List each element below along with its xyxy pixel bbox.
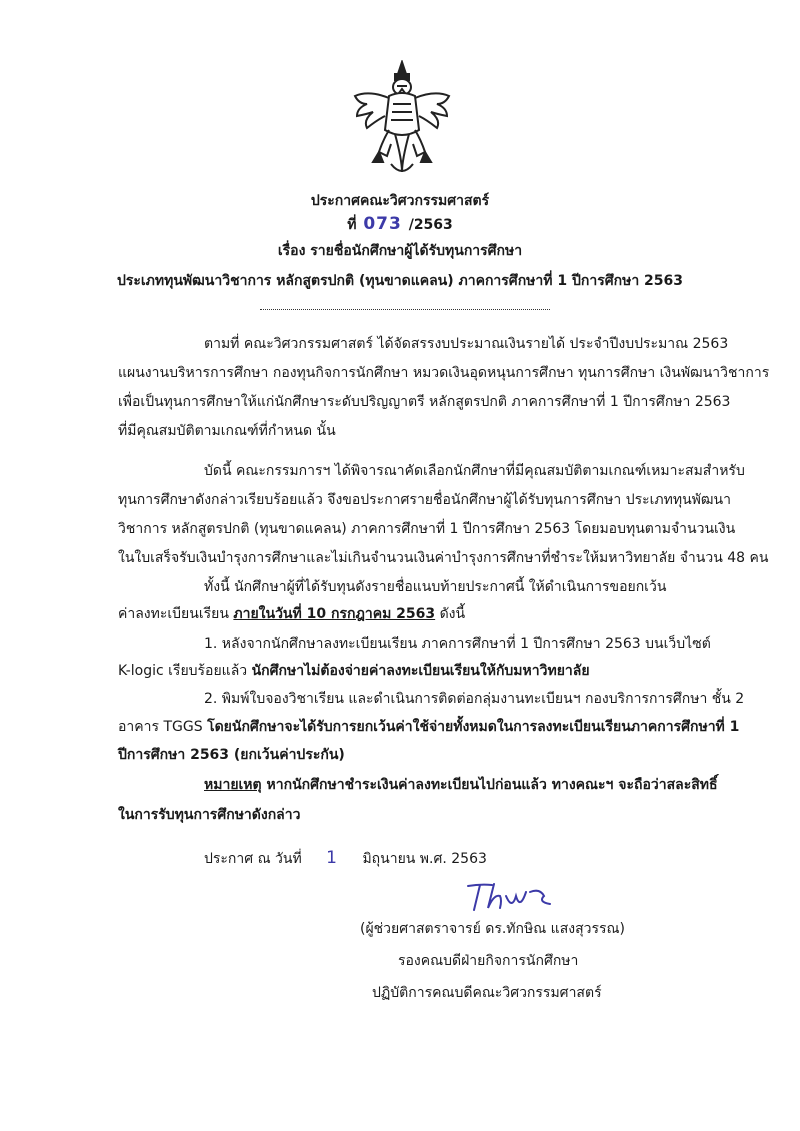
p2-line-4: ในใบเสร็จรับเงินบำรุงการศึกษาและไม่เกินจำนวนเงินค่าบำรุงการศึกษาที่ชำระให้มหาวิทยาลัย จำนวน 48 คน	[118, 550, 769, 566]
item-2-line-2-a: อาคาร TGGS	[118, 719, 208, 735]
note-line-2: ในการรับทุนการศึกษาดังกล่าว	[118, 807, 301, 823]
announce-suffix: มิถุนายน พ.ศ. 2563	[362, 851, 487, 867]
p1-line-4: ที่มีคุณสมบัติตามเกณฑ์ที่กำหนด นั้น	[118, 423, 336, 439]
handwritten-signature-icon	[460, 880, 580, 914]
number-suffix: /2563	[408, 217, 453, 233]
item-1-line-1: 1. หลังจากนักศึกษาลงทะเบียนเรียน ภาคการศึกษาที่ 1 ปีการศึกษา 2563 บนเว็บไซต์	[204, 636, 711, 652]
p3-line-1: ทั้งนี้ นักศึกษาผู้ที่ได้รับทุนดังรายชื่อแนบท้ายประกาศนี้ ให้ดำเนินการขอยกเว้น	[204, 579, 667, 595]
signatory-position-2: ปฏิบัติการคณบดีคณะวิศวกรรมศาสตร์	[372, 985, 602, 1001]
subject-line: เรื่อง รายชื่อนักศึกษาผู้ได้รับทุนการศึกษา	[277, 243, 523, 259]
item-1-line-2-a: K-logic เรียบร้อยแล้ว	[118, 663, 252, 679]
announce-prefix: ประกาศ ณ วันที่	[204, 851, 302, 867]
item-1-line-2	[118, 660, 590, 682]
item-1-line-2-b: นักศึกษาไม่ต้องจ่ายค่าลงทะเบียนเรียนให้กับมหาวิทยาลัย	[251, 663, 590, 679]
p3-line-2	[118, 603, 465, 625]
item-2-line-2	[118, 716, 739, 738]
signatory-position-1: รองคณบดีฝ่ายกิจการนักศึกษา	[398, 953, 579, 969]
item-2-line-2-b: โดยนักศึกษาจะได้รับการยกเว้นค่าใช้จ่ายทั้งหมดในการลงทะเบียนเรียนภาคการศึกษาที่ 1	[207, 719, 740, 735]
p1-line-2: แผนงานบริหารการศึกษา กองทุนกิจการนักศึกษา หมวดเงินอุดหนุนการศึกษา ทุนการศึกษา เงินพัฒนาวิชาการ	[118, 365, 770, 381]
handwritten-number: 073	[363, 214, 402, 234]
announce-date	[204, 848, 487, 870]
p2-line-1: บัดนี้ คณะกรรมการฯ ได้พิจารณาคัดเลือกนักศึกษาที่มีคุณสมบัติตามเกณฑ์เหมาะสมสำหรับ	[204, 463, 745, 479]
p3-line-2-c: ดังนี้	[435, 606, 466, 622]
note-line-1	[204, 774, 718, 796]
announcement-title: ประกาศคณะวิศวกรรมศาสตร์	[310, 193, 490, 209]
note-text: หากนักศึกษาชำระเงินค่าลงทะเบียนไปก่อนแล้ว ทางคณะฯ จะถือว่าสละสิทธิ์	[261, 777, 718, 793]
garuda-emblem-icon	[349, 60, 455, 178]
handwritten-day: 1	[326, 848, 338, 868]
signatory-name: (ผู้ช่วยศาสตราจารย์ ดร.ทักษิณ แสงสุวรรณ)	[360, 921, 625, 937]
item-2-line-3: ปีการศึกษา 2563 (ยกเว้นค่าประกัน)	[118, 747, 345, 763]
number-prefix: ที่	[347, 217, 357, 233]
subject-line-2: ประเภททุนพัฒนาวิชาการ หลักสูตรปกติ (ทุนขาดแคลน) ภาคการศึกษาที่ 1 ปีการศึกษา 2563	[116, 273, 684, 289]
deadline-text: ภายในวันที่ 10 กรกฎาคม 2563	[233, 606, 436, 622]
note-label: หมายเหตุ	[204, 777, 262, 793]
p2-line-2: ทุนการศึกษาดังกล่าวเรียบร้อยแล้ว จึงขอประกาศรายชื่อนักศึกษาผู้ได้รับทุนการศึกษา ประเภททุนพัฒนา	[118, 492, 731, 508]
p1-line-1: ตามที่ คณะวิศวกรรมศาสตร์ ได้จัดสรรงบประมาณเงินรายได้ ประจำปีงบประมาณ 2563	[204, 336, 729, 352]
p2-line-3: วิชาการ หลักสูตรปกติ (ทุนขาดแคลน) ภาคการศึกษาที่ 1 ปีการศึกษา 2563 โดยมอบทุนตามจำนวนเงิน	[118, 521, 736, 537]
p3-line-2-a: ค่าลงทะเบียนเรียน	[118, 606, 234, 622]
dotted-divider	[260, 309, 550, 310]
p1-line-3: เพื่อเป็นทุนการศึกษาให้แก่นักศึกษาระดับปริญญาตรี หลักสูตรปกติ ภาคการศึกษาที่ 1 ปีการศึกษา 2563	[118, 394, 731, 410]
item-2-line-1: 2. พิมพ์ใบจองวิชาเรียน และดำเนินการติดต่อกลุ่มงานทะเบียนฯ กองบริการการศึกษา ชั้น 2	[204, 691, 745, 707]
announcement-number	[0, 214, 800, 236]
